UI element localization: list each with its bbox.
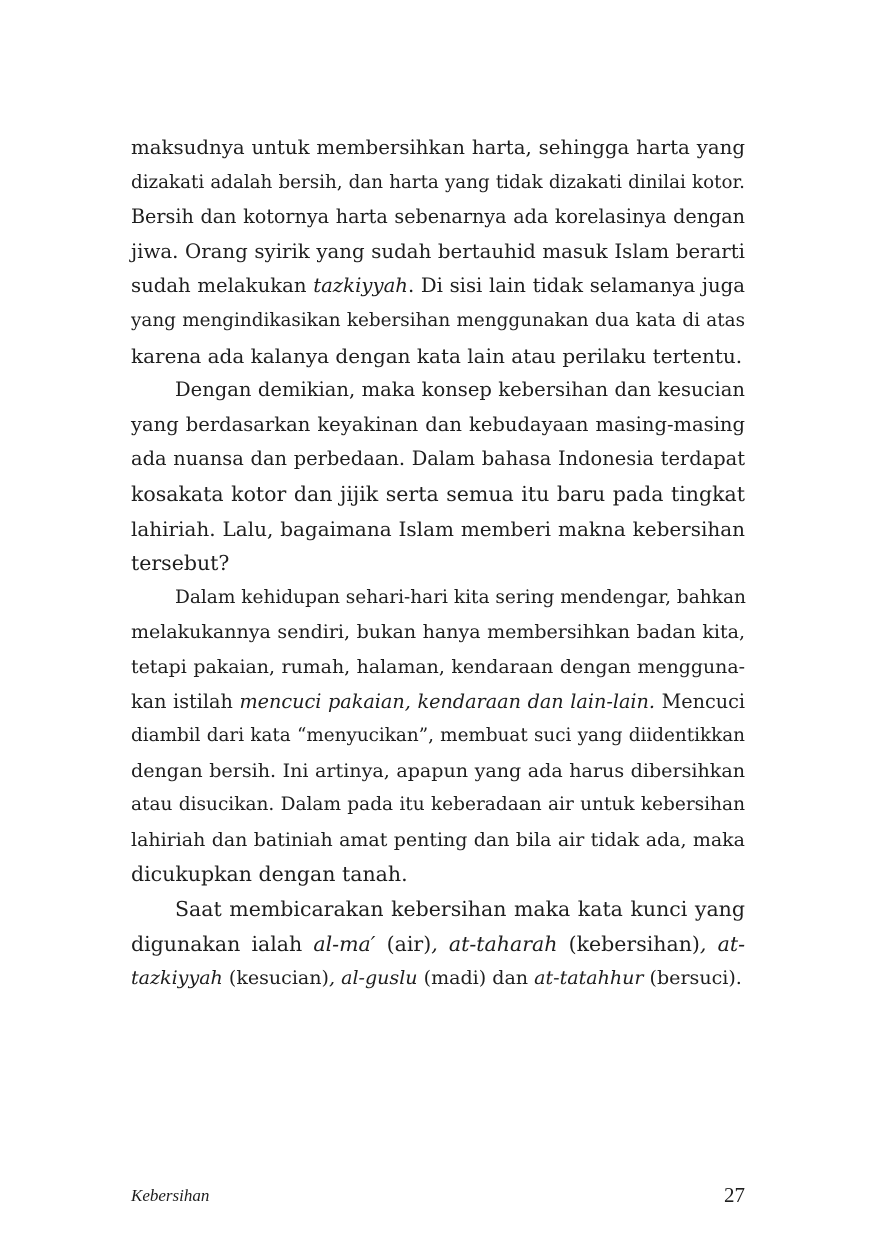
text-line	[131, 235, 745, 270]
text-line	[131, 373, 745, 408]
text-line	[131, 269, 745, 304]
running-footer-title: Kebersihan	[131, 1186, 210, 1205]
text-line	[131, 166, 745, 201]
text-line	[131, 892, 745, 927]
text-line	[131, 546, 745, 581]
text-line	[131, 961, 745, 996]
text-line	[131, 477, 745, 512]
page-footer	[131, 1180, 745, 1210]
text-run: Mencuci	[655, 689, 745, 713]
page-body	[131, 131, 745, 996]
text-run: jiwa. Orang syirik yang sudah bertauhid masuk Islam berarti	[131, 239, 745, 263]
body-paragraph	[131, 581, 745, 892]
text-run: tersebut?	[131, 551, 230, 576]
text-line	[131, 512, 745, 547]
body-paragraph	[131, 373, 745, 581]
body-paragraph	[131, 892, 745, 996]
text-run: Bersih dan kotornya harta sebenarnya ada korelasinya dengan	[131, 205, 745, 229]
text-line	[131, 615, 745, 650]
text-line	[131, 685, 745, 720]
italic-term: tazkiyyah	[313, 274, 408, 298]
text-run: tetapi pakaian, rumah, halaman, kendaraan dengan mengguna-	[131, 655, 745, 678]
text-line	[131, 442, 745, 477]
text-run: dicukupkan dengan tanah.	[131, 862, 408, 887]
text-run: melakukannya sendiri, bukan hanya membersihkan badan kita,	[131, 621, 745, 644]
text-run: Dengan demikian, maka konsep kebersihan dan kesucian	[175, 378, 745, 402]
text-run: Saat membicarakan kebersihan maka kata kunci yang	[175, 897, 745, 922]
text-run: (madi) dan	[417, 967, 535, 990]
italic-term: mencuci pakaian, kendaraan dan lain-lain.	[239, 689, 656, 713]
text-run: Dalam kehidupan sehari-hari kita sering mendengar, bahkan	[175, 586, 746, 608]
text-run	[438, 932, 449, 956]
text-line	[131, 788, 745, 823]
text-run: (kebersihan)	[557, 931, 700, 956]
text-run: yang berdasarkan keyakinan dan kebudayaan masing-masing	[131, 412, 745, 436]
text-line	[131, 719, 745, 754]
text-run: yang mengindikasikan kebersihan menggunakan dua kata di atas	[131, 309, 745, 331]
italic-term: , at-	[699, 931, 746, 956]
text-line	[131, 650, 745, 685]
page-number: 27	[724, 1183, 745, 1207]
text-run: lahiriah. Lalu, bagaimana Islam memberi makna kebersihan	[131, 516, 745, 541]
text-line	[131, 581, 745, 616]
text-line	[131, 823, 745, 858]
italic-term: ,	[431, 931, 438, 956]
italic-term: , al-guslu	[328, 967, 418, 990]
text-run: (bersuci).	[643, 967, 742, 990]
text-run: lahiriah dan batiniah amat penting dan bila air tidak ada, maka	[131, 828, 745, 851]
italic-term: tazkiyyah	[131, 967, 223, 990]
text-run: sudah melakukan	[131, 274, 314, 298]
italic-term: at-taharah	[448, 931, 558, 956]
text-run: ada nuansa dan perbedaan. Dalam bahasa Indonesia terdapat	[131, 447, 745, 471]
text-run: karena ada kalanya dengan kata lain atau perilaku tertentu.	[131, 343, 743, 368]
text-run: digunakan ialah	[131, 931, 314, 956]
text-line	[131, 927, 745, 962]
text-run: dizakati adalah bersih, dan harta yang tidak dizakati dinilai kotor.	[131, 171, 745, 193]
text-run: dengan bersih. Ini artinya, apapun yang ada harus dibersihkan	[131, 758, 745, 782]
text-line	[131, 131, 745, 166]
text-run: (air)	[375, 931, 432, 956]
text-run: kosakata kotor dan jijik serta semua itu baru pada tingkat	[131, 481, 745, 506]
italic-term: at-tatahhur	[534, 967, 644, 990]
body-paragraph	[131, 131, 745, 373]
text-line	[131, 200, 745, 235]
text-run: kan istilah	[131, 689, 240, 713]
text-line	[131, 857, 745, 892]
text-line	[131, 339, 745, 374]
text-run: atau disucikan. Dalam pada itu keberadaan air untuk kebersihan	[131, 794, 745, 816]
text-line	[131, 408, 745, 443]
italic-term: al-ma′	[313, 931, 376, 956]
text-run: . Di sisi lain tidak selamanya juga	[407, 274, 745, 298]
text-run: maksudnya untuk membersihkan harta, sehingga harta yang	[131, 136, 745, 159]
text-run: diambil dari kata “menyucikan”, membuat suci yang diidentikkan	[131, 725, 745, 747]
text-line	[131, 304, 745, 339]
text-run: (kesucian)	[222, 967, 329, 990]
text-line	[131, 754, 745, 789]
